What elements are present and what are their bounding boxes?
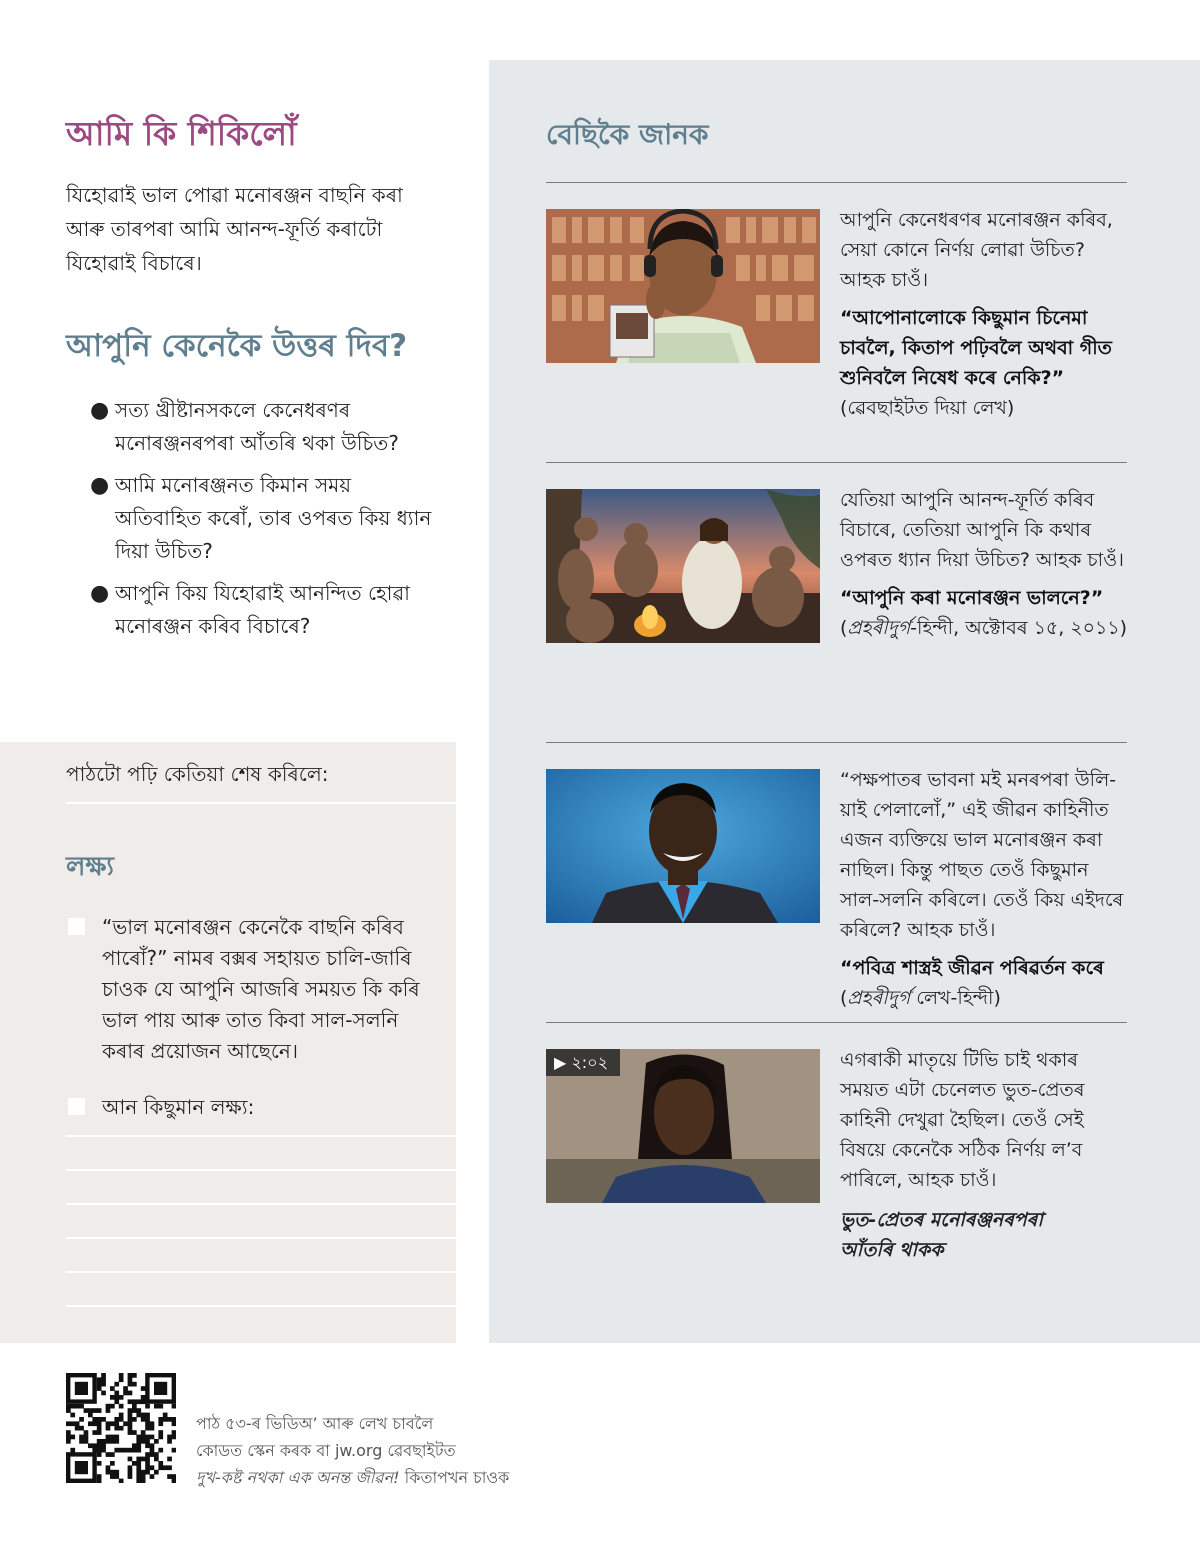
- video-duration-badge: ▶ ২:০২: [546, 1049, 620, 1076]
- goal-writing-line[interactable]: [66, 1271, 456, 1273]
- footer-instructions: [196, 1410, 509, 1491]
- review-question: [90, 394, 440, 460]
- divider: [546, 1022, 1127, 1023]
- video-title-link[interactable]: ভুত-প্ৰেতৰ মনোৰঞ্জনৰপৰা আঁতৰি থাকক: [840, 1209, 1043, 1261]
- entry-description: যেতিয়া আপুনি আনন্দ-ফূৰ্তি কৰিব বিচাৰে, তেতিয়া আপুনি কি কথাৰ ওপৰত ধ্যান দিয়া উচিত? আহক চাওঁ।: [840, 489, 1124, 571]
- know-more-heading: বেছিকৈ জানক: [546, 118, 709, 151]
- entry-source: (প্ৰহৰীদুৰ্গ লেখ-হিন্দী): [840, 987, 1001, 1009]
- what-learned-heading: আমি কি শিকিলোঁ: [66, 114, 297, 153]
- goal-writing-line[interactable]: [66, 1203, 456, 1205]
- qr-code-icon[interactable]: [66, 1373, 176, 1483]
- video-thumbnail[interactable]: [546, 1049, 820, 1203]
- bullet-icon: ●: [90, 581, 110, 606]
- book-title: দুখ-কষ্ট নথকা এক অনন্ত জীৱন!: [196, 1468, 400, 1487]
- checkbox[interactable]: [68, 918, 85, 935]
- divider: [546, 742, 1127, 743]
- publication-name: প্ৰহৰীদুৰ্গ: [847, 987, 911, 1009]
- article-thumbnail[interactable]: [546, 769, 820, 923]
- article-title-link[interactable]: “আপোনালোকে কিছুমান চিনেমা চাবলৈ, কিতাপ পঢ়িবলৈ অথবা গীত শুনিবলৈ নিষেধ কৰে নেকি?”: [840, 307, 1112, 389]
- goal-writing-line[interactable]: [66, 1169, 456, 1171]
- review-question-text: সত্য খ্ৰীষ্টানসকলে কেনেধৰণৰ মনোৰঞ্জনৰপৰা আঁতৰি থকা উচিত?: [115, 398, 399, 455]
- publication-name: প্ৰহৰীদুৰ্গ: [847, 617, 911, 639]
- know-more-entry: [840, 485, 1132, 643]
- bullet-icon: ●: [90, 473, 110, 498]
- completion-date-line[interactable]: [66, 802, 456, 804]
- young-man-headphones-image: [546, 209, 820, 363]
- entry-source: (প্ৰহৰীদুৰ্গ-হিন্দী, অক্টোবৰ ১৫, ২০১১): [840, 617, 1128, 639]
- review-questions-list: [90, 394, 440, 652]
- entry-source: (ৱেবছাইটত দিয়া লেখ): [840, 397, 1015, 419]
- article-title-link[interactable]: “আপুনি কৰা মনোৰঞ্জন ভালনে?”: [840, 587, 1104, 609]
- footer-line: কোডত স্কেন কৰক বা jw.org ৱেবছাইটত: [196, 1441, 456, 1460]
- smiling-man-image: [546, 769, 820, 923]
- know-more-entry: [840, 1045, 1132, 1265]
- goal-writing-line[interactable]: [66, 1305, 456, 1307]
- goal-text: আন কিছুমান লক্ষ্য:: [102, 1095, 255, 1119]
- article-title-link[interactable]: “পবিত্ৰ শাস্ত্ৰই জীৱন পৰিৱৰ্তন কৰে: [840, 957, 1104, 979]
- bullet-icon: ●: [90, 398, 110, 423]
- review-question-text: আমি মনোৰঞ্জনত কিমান সময় অতিবাহিত কৰোঁ, তাৰ ওপৰত কিয় ধ্যান দিয়া উচিত?: [115, 473, 432, 563]
- review-question: [90, 577, 440, 643]
- review-question: [90, 469, 440, 568]
- divider: [546, 462, 1127, 463]
- know-more-entry: [840, 205, 1132, 423]
- goal-item: [66, 1092, 436, 1123]
- qr-code-graphic: [66, 1373, 176, 1483]
- footer-line: পাঠ ৫৩-ৰ ভিডিঅ’ আৰু লেখ চাবলৈ: [196, 1414, 434, 1433]
- campfire-scene-image: [546, 489, 820, 643]
- entry-description: এগৰাকী মাতৃয়ে টিভি চাই থকাৰ সময়ত এটা চেনেলত ভুত-প্ৰেতৰ কাহিনী দেখুৱা হৈছিল। তেওঁ সেই বিষয়ে কেনেকৈ সঠিক নিৰ্ণয় ল’ব পাৰিলে, আহক চাওঁ।: [840, 1049, 1085, 1191]
- entry-description: “পক্ষপাতৰ ভাবনা মই মনৰপৰা উলি-য়াই পেলালোঁ,” এই জীৱন কাহিনীত এজন ব্যক্তিয়ে ভাল মনোৰঞ্জন কৰা নাছিল। কিন্তু পাছত তেওঁ কিছুমান সাল-সলনি কৰিলে। তেওঁ কিয় এইদৰে কৰিলে? আহক চাওঁ।: [840, 769, 1124, 941]
- completion-date-label: পাঠটো পঢ়ি কেতিয়া শেষ কৰিলে:: [66, 762, 329, 786]
- goal-text: “ভাল মনোৰঞ্জন কেনেকৈ বাছনি কৰিব পাৰোঁ?” নামৰ বক্সৰ সহায়ত চালি-জাৰি চাওক যে আপুনি আজৰি সময়ত কি কৰি ভাল পায় আৰু তাত কিবা সাল-সলনি কৰাৰ প্ৰয়োজন আছেনে।: [102, 915, 420, 1063]
- how-answer-heading: আপুনি কেনেকৈ উত্তৰ দিব?: [66, 328, 408, 364]
- review-question-text: আপুনি কিয় যিহোৱাই আনন্দিত হোৱা মনোৰঞ্জন কৰিব বিচাৰে?: [115, 581, 410, 638]
- know-more-entry: [840, 765, 1132, 1013]
- checkbox[interactable]: [68, 1098, 85, 1115]
- goal-item: [66, 912, 436, 1067]
- footer-line: দুখ-কষ্ট নথকা এক অনন্ত জীৱন! কিতাপখন চাওক: [196, 1468, 510, 1487]
- entry-description: আপুনি কেনেধৰণৰ মনোৰঞ্জন কৰিব, সেয়া কোনে নিৰ্ণয় লোৱা উচিত? আহক চাওঁ।: [840, 209, 1113, 291]
- goal-writing-line[interactable]: [66, 1135, 456, 1137]
- what-learned-text: যিহোৱাই ভাল পোৱা মনোৰঞ্জন বাছনি কৰা আৰু তাৰপৰা আমি আনন্দ-ফূৰ্তি কৰাটো যিহোৱাই বিচাৰে।: [66, 183, 403, 275]
- goals-heading: লক্ষ্য: [66, 852, 114, 882]
- goal-writing-line[interactable]: [66, 1237, 456, 1239]
- article-thumbnail[interactable]: [546, 209, 820, 363]
- divider: [546, 182, 1127, 183]
- article-thumbnail[interactable]: [546, 489, 820, 643]
